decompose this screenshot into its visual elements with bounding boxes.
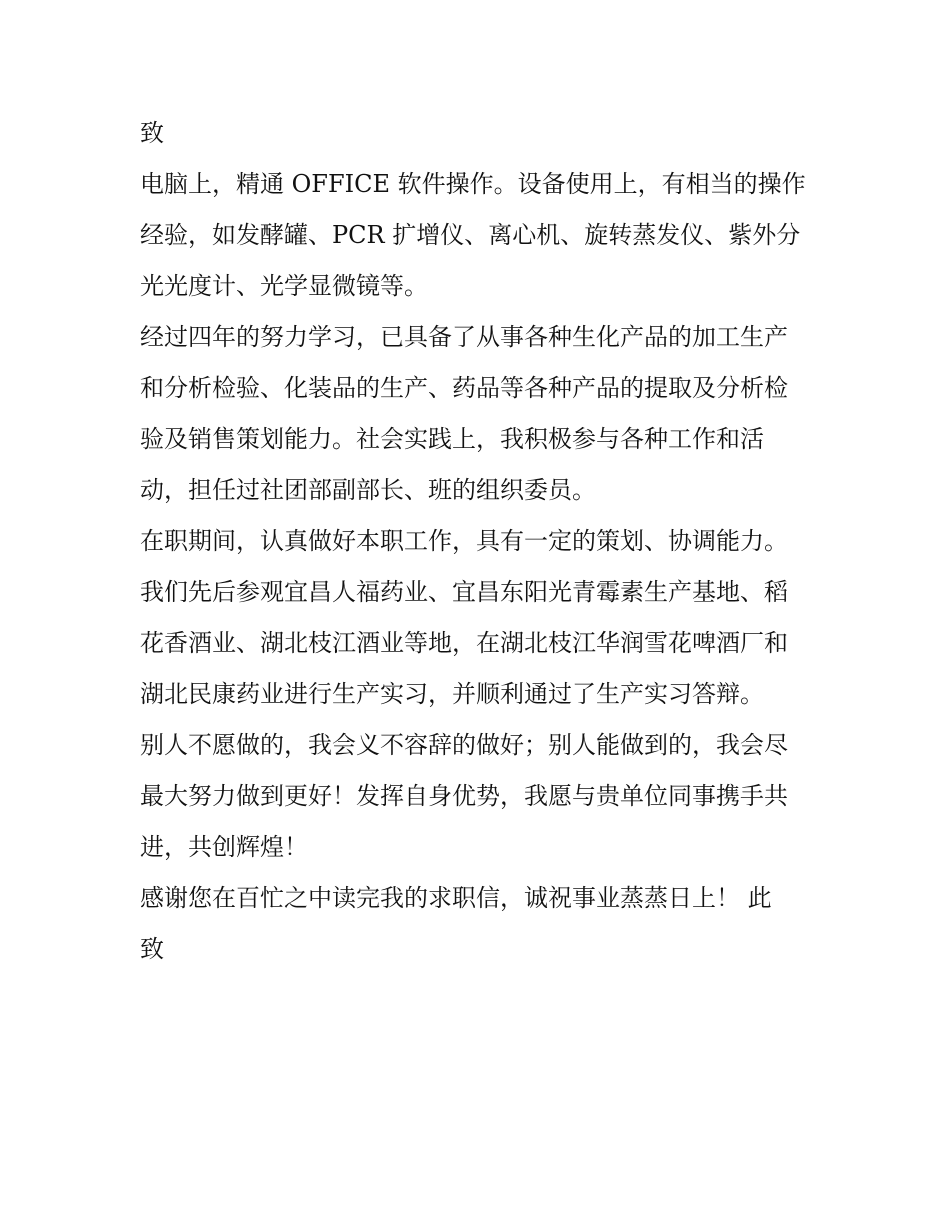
text-line: 经验，如发酵罐、PCR 扩增仪、离心机、旋转蒸发仪、紫外分 [140, 221, 801, 249]
text-line: 花香酒业、湖北枝江酒业等地，在湖北枝江华润雪花啤酒厂和 [140, 629, 788, 657]
text-line: 经过四年的努力学习，已具备了从事各种生化产品的加工生产 [140, 323, 788, 351]
text-line: 致 [140, 935, 164, 963]
text-line: 湖北民康药业进行生产实习，并顺利通过了生产实习答辩。 [140, 680, 764, 708]
text-line: 动，担任过社团部副部长、班的组织委员。 [140, 476, 596, 504]
text-line: 电脑上，精通 OFFICE 软件操作。设备使用上，有相当的操作 [140, 170, 806, 198]
text-line: 别人不愿做的，我会义不容辞的做好；别人能做到的，我会尽 [140, 731, 788, 759]
text-line: 和分析检验、化装品的生产、药品等各种产品的提取及分析检 [140, 374, 788, 402]
text-line: 致 [140, 119, 164, 147]
text-line: 进，共创辉煌！ [140, 833, 308, 861]
text-line: 感谢您在百忙之中读完我的求职信，诚祝事业蒸蒸日上！ 此 [140, 884, 772, 912]
text-line: 在职期间，认真做好本职工作，具有一定的策划、协调能力。 [140, 527, 788, 555]
text-line: 我们先后参观宜昌人福药业、宜昌东阳光青霉素生产基地、稻 [140, 578, 788, 606]
letter-body [140, 108, 820, 975]
text-line: 最大努力做到更好！发挥自身优势，我愿与贵单位同事携手共 [140, 782, 788, 810]
text-line: 光光度计、光学显微镜等。 [140, 272, 428, 300]
text-line: 验及销售策划能力。社会实践上，我积极参与各种工作和活 [140, 425, 764, 453]
